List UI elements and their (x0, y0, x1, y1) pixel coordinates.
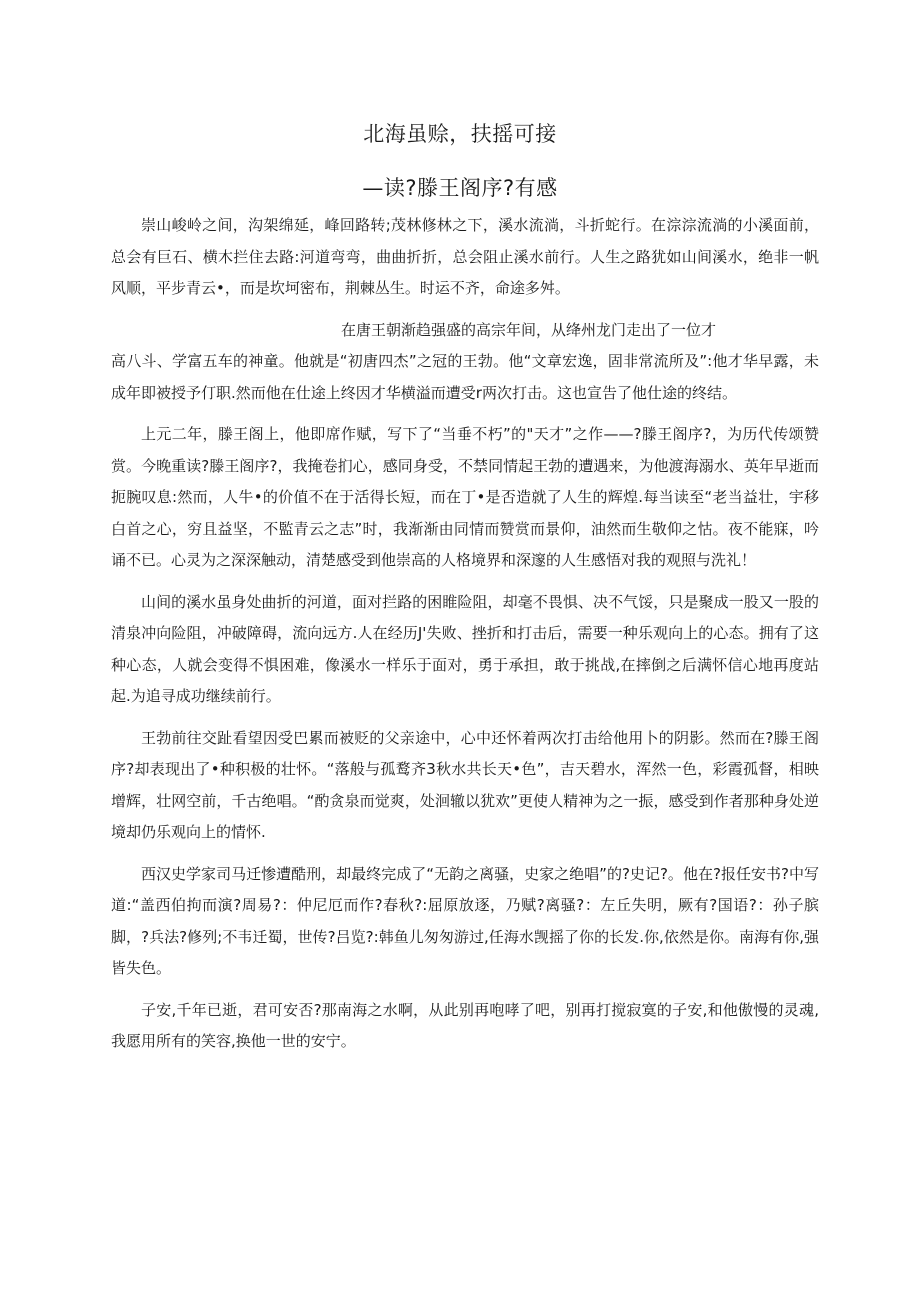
document-subtitle: —读?滕王阁序?有感 (362, 176, 558, 200)
document-title: 北海虽赊，扶摇可接 (363, 122, 557, 146)
paragraph-4: 山间的溪水虽身处曲折的河道，面对拦路的困睢险阻，却毫不畏惧、决不气馁，只是聚成一股又一股的清泉冲向险阻，冲破障碍，流向远方.人在经历J'失败、挫折和打击后，需要一种乐观向上的心态。拥有了这种心态，人就会变得不惧困难，像溪水一样乐于面对，勇于承担，敢于挑战,在摔倒之后满怀信心地再度站起.为追寻成功继续前行。 (111, 592, 819, 705)
paragraph-2-start: 在唐王朝渐趋强盛的高宗年间，从绛州龙门走出了一位才 (341, 320, 717, 339)
paragraph-6: 西汉史学家司马迁惨遭酷刑，却最终完成了“无韵之离骚，史家之绝唱”的?史记?。他在?报任安书?中写道:“盖西伯拘而演?周易?：仲尼厄而作?春秋?:屈原放逐，乃赋?离骚?：左丘失明，厥有?国语?：孙子膑脚，?兵法?修列;不韦迁蜀，世传?吕览?:韩鱼儿匆匆游过,任海水觊摇了你的长发.你,依然是你。南海有你,强皆失色。 (111, 864, 819, 977)
document-body (111, 210, 819, 1058)
paragraph-3: 上元二年，滕王阁上，他即席作赋，写下了“当垂不朽”的"天才”之作——?滕王阁序?，为历代传颂赞赏。今晚重读?滕王阁序?，我掩卷扪心，感同身受，不禁同情起王勃的遭遇来，为他渡海溺水、英年早逝而扼腕叹息:然而，人牛•的价值不在于活得长短，而在丁•是否造就了人生的辉煌.每当读至“老当益壮，宇移白首之心，穷且益坚，不監青云之志”时，我渐渐由同情而赞赏而景仰，油然而生敬仰之怙。夜不能寐，吟诵不已。心灵为之深深触动，清楚感受到他崇高的人格境界和深邃的人生感悟对我的观照与洗礼！ (111, 425, 819, 569)
paragraph-2-continued: 高八斗、学富五车的神童。他就是“初唐四杰”之冠的王勃。他“文章宏逸，固非常流所及”:他才华早露，未成年即被授予仃职.然而他在仕途上终因才华横溢而遭受r两次打击。这也宣告了他仕途的终结。 (111, 352, 819, 402)
paragraph-1: 崇山峻岭之间，沟架绵延，峰回路转;茂林修林之下，溪水流淌，斗折蛇行。在淙淙流淌的小溪面前，总会有巨石、横木拦住去路:河道弯弯，曲曲折折，总会阻止溪水前行。人生之路犹如山间溪水，绝非一帆风顺，平步青云•，而是坎坷密布，荆棘丛生。时运不齐，命途多舛。 (111, 216, 819, 297)
paragraph-5: 王勃前往交趾看望因受巴累而被贬的父亲途中，心中还怀着两次打击给他用卜的阴影。然而在?滕王阁序?却表现出了•种积极的壮怀。“落般与孤鹜齐3秋水共长天•色”，吉天碧水，浑然一色，彩霞孤督，相映增辉，壮网空前，千古绝唱。“酌贪泉而觉爽，处洄辙以犹欢”更使人精神为之一振，感受到作者那种身处逆境却仍乐观向上的情怀. (111, 728, 819, 841)
paragraph-7: 子安,千年已逝，君可安否?那南海之水啊，从此别再咆哮了吧，别再打搅寂寞的子安,和他傲慢的灵魂,我愿用所有的笑容,换他一世的安宁。 (111, 1000, 819, 1050)
